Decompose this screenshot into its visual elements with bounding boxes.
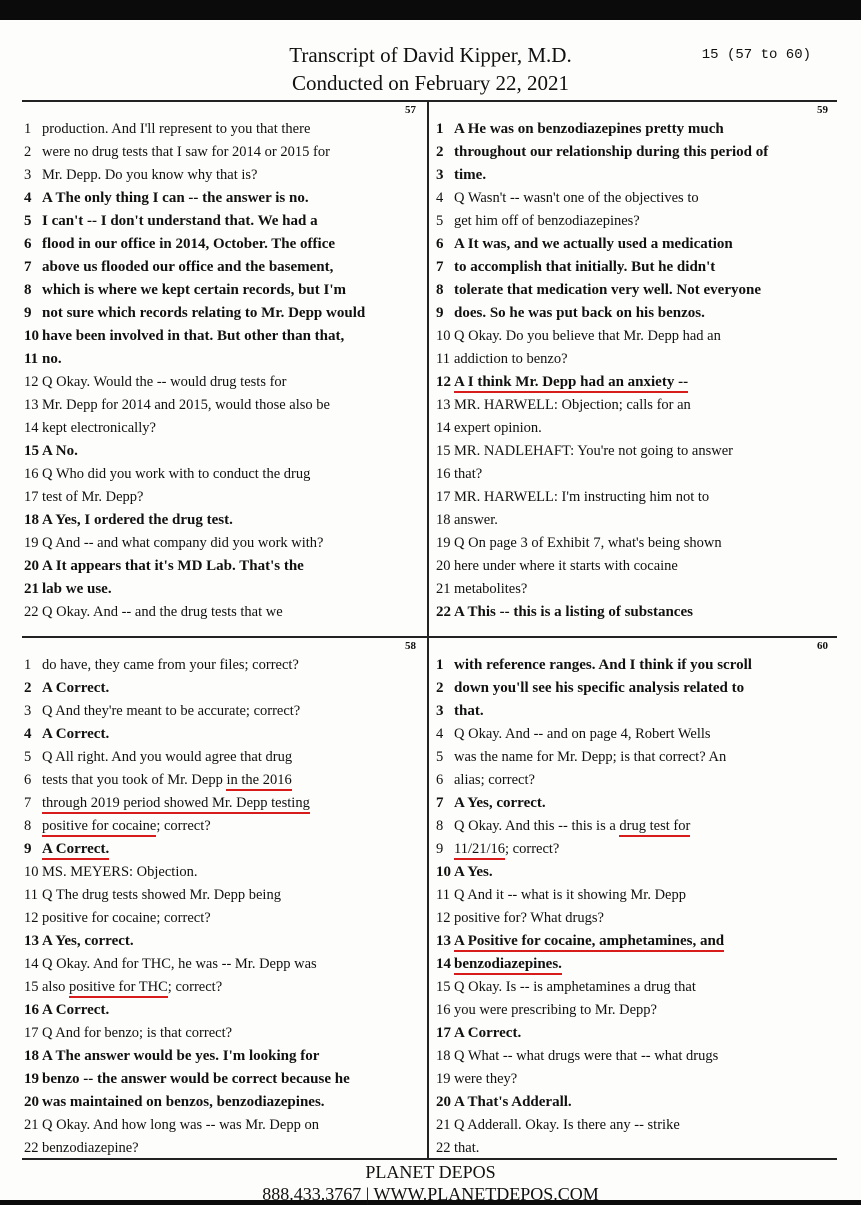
transcript-line [24,302,365,325]
line-number: 16 [24,1002,39,1018]
line-number: 7 [24,259,32,275]
line-number: 1 [436,121,444,137]
line-number: 16 [436,466,451,482]
transcript-line [436,1068,752,1091]
line-text: benzodiazepine? [42,1140,139,1156]
line-text: 11/21/16; correct? [454,841,559,860]
line-text: positive for cocaine; correct? [42,910,211,926]
transcript-line [24,394,365,417]
line-text: Q Okay. Do you believe that Mr. Depp had an [454,328,721,344]
line-text: Q Okay. And -- and on page 4, Robert Wells [454,726,711,742]
line-text: MR. NADLEHAFT: You're not going to answer [454,443,733,459]
line-text: A Correct. [42,680,110,696]
transcript-line [436,861,752,884]
transcript-lines [436,118,768,624]
line-number: 17 [436,1025,451,1041]
line-text: Q Okay. And -- and the drug tests that we [42,604,283,620]
line-text: A The answer would be yes. I'm looking for [42,1048,320,1064]
line-number: 2 [24,144,32,160]
line-text: do have, they came from your files; correct? [42,657,299,673]
line-number: 12 [24,374,39,390]
line-number: 4 [436,190,444,206]
transcript-line [24,463,365,486]
transcript-line [436,1045,752,1068]
line-text: Q Wasn't -- wasn't one of the objectives to [454,190,699,206]
line-number: 2 [436,680,444,696]
transcript-line [436,1091,752,1114]
line-number: 13 [24,397,39,413]
page-number: 59 [817,104,828,116]
line-text: test of Mr. Depp? [42,489,144,505]
line-text: A Correct. [454,1025,522,1041]
line-number: 18 [24,512,39,528]
transcript-line [24,233,365,256]
transcript-line [436,509,768,532]
line-number: 3 [24,167,32,183]
page-number: 58 [405,640,416,652]
transcript-line [436,371,768,394]
page-number: 60 [817,640,828,652]
line-number: 13 [436,397,451,413]
page-range: 15 (57 to 60) [701,47,811,63]
line-number: 5 [436,749,444,765]
line-number: 4 [24,190,32,206]
line-text: Q And -- and what company did you work with? [42,535,324,551]
transcript-line [24,654,350,677]
transcript-grid [22,100,837,1160]
line-number: 3 [436,167,444,183]
transcript-line [436,555,768,578]
line-text: here under where it starts with cocaine [454,558,678,574]
line-text: were they? [454,1071,518,1087]
transcript-line [24,999,350,1022]
line-text: does. So he was put back on his benzos. [454,305,705,321]
line-number: 14 [436,956,451,972]
transcript-line [436,348,768,371]
transcript-line [24,509,365,532]
line-text: Q And for benzo; is that correct? [42,1025,233,1041]
line-text [454,374,688,393]
transcript-line [436,302,768,325]
highlight-underline: through 2019 period showed Mr. Depp testing [42,795,310,814]
line-text: down you'll see his specific analysis related to [454,680,745,696]
transcript-line [436,953,752,976]
line-text: throughout our relationship during this period of [454,144,769,160]
transcript-line [436,792,752,815]
transcript-line [436,578,768,601]
transcript-line [436,907,752,930]
line-text: that? [454,466,483,482]
line-number: 3 [24,703,32,719]
transcript-line [24,279,365,302]
line-text: MR. HARWELL: I'm instructing him not to [454,489,710,505]
transcript-line [436,210,768,233]
line-text: positive for cocaine; correct? [42,818,211,837]
line-number: 6 [24,236,32,252]
line-number: 5 [436,213,444,229]
line-text: positive for? What drugs? [454,910,604,926]
transcript-line [436,394,768,417]
line-text: with reference ranges. And I think if you scroll [454,657,752,673]
line-number: 14 [24,420,39,436]
line-text [42,795,310,814]
transcript-line [24,371,365,394]
line-number: 11 [436,351,450,367]
line-number: 8 [436,818,444,834]
transcript-line [436,601,768,624]
line-number: 20 [24,558,39,574]
line-text: time. [454,167,487,183]
line-number: 19 [436,535,451,551]
transcript-line [24,976,350,999]
line-text: also positive for THC; correct? [42,979,222,998]
line-number: 1 [24,657,32,673]
transcript-line [24,532,365,555]
line-text: Q Okay. Is -- is amphetamines a drug that [454,979,696,995]
line-text: above us flooded our office and the basement, [42,259,334,275]
transcript-line [436,815,752,838]
transcript-line [24,884,350,907]
highlight-underline: A Correct. [42,841,109,860]
transcript-line [436,654,752,677]
highlight-underline: A I think Mr. Depp had an anxiety -- [454,374,688,393]
line-text [454,956,562,975]
line-number: 11 [24,887,38,903]
line-text: no. [42,351,62,367]
highlight-underline: A Positive for cocaine, amphetamines, and [454,933,724,952]
transcript-line [436,1114,752,1137]
transcript-line [24,141,365,164]
line-text: Q Okay. And this -- this is a drug test for [454,818,690,837]
line-number: 15 [436,443,451,459]
transcript-line [436,884,752,907]
line-number: 19 [436,1071,451,1087]
line-number: 10 [24,864,39,880]
transcript-line [24,838,350,861]
transcript-line [24,210,365,233]
line-number: 20 [436,1094,451,1110]
line-number: 7 [24,795,32,811]
transcript-line [436,700,752,723]
line-text: A Yes, correct. [454,795,546,811]
transcript-line [436,417,768,440]
line-number: 4 [436,726,444,742]
line-text: A That's Adderall. [454,1094,572,1110]
line-number: 5 [24,213,32,229]
transcript-line [24,187,365,210]
row-divider [22,636,837,638]
transcript-line [436,723,752,746]
transcript-line [24,1091,350,1114]
transcript-line [24,256,365,279]
line-number: 21 [436,581,451,597]
transcript-line [436,279,768,302]
line-text: A He was on benzodiazepines pretty much [454,121,724,137]
line-number: 17 [24,1025,39,1041]
transcript-line [436,164,768,187]
line-text: addiction to benzo? [454,351,568,367]
line-text: MR. HARWELL: Objection; calls for an [454,397,691,413]
line-number: 9 [436,305,444,321]
line-number: 15 [24,979,39,995]
transcript-line [436,486,768,509]
line-number: 8 [436,282,444,298]
line-text: were no drug tests that I saw for 2014 or 2015 for [42,144,330,160]
highlight-underline: in the 2016 [226,772,291,791]
line-text: Q Who did you work with to conduct the drug [42,466,311,482]
line-text: A It appears that it's MD Lab. That's the [42,558,304,574]
line-number: 19 [24,535,39,551]
transcript-line [24,440,365,463]
line-text: expert opinion. [454,420,542,436]
highlight-underline: 11/21/16 [454,841,505,860]
line-text: A It was, and we actually used a medication [454,236,733,252]
transcript-line [436,838,752,861]
line-number: 22 [436,1140,451,1156]
line-number: 18 [24,1048,39,1064]
transcript-line [24,1045,350,1068]
line-text: MS. MEYERS: Objection. [42,864,198,880]
line-text: Q Okay. And how long was -- was Mr. Depp on [42,1117,319,1133]
transcript-line [24,348,365,371]
line-text: A Correct. [42,726,110,742]
line-text: that. [454,1140,480,1156]
transcript-line [24,792,350,815]
transcript-line [24,118,365,141]
transcript-lines [436,654,752,1160]
line-text: benzo -- the answer would be correct because he [42,1071,350,1087]
line-text: A No. [42,443,78,459]
line-number: 15 [436,979,451,995]
footer-contact: 888.433.3767 | WWW.PLANETDEPOS.COM [262,1184,599,1204]
transcript-lines [24,654,350,1160]
line-number: 2 [24,680,32,696]
transcript-line [24,769,350,792]
line-number: 17 [24,489,39,505]
line-text: Q What -- what drugs were that -- what drugs [454,1048,719,1064]
line-text: Q All right. And you would agree that drug [42,749,293,765]
transcript-line [436,256,768,279]
transcript-line [436,677,752,700]
transcript-line [24,555,365,578]
line-number: 9 [436,841,444,857]
transcript-line [24,164,365,187]
line-text: lab we use. [42,581,112,597]
line-text: Q And they're meant to be accurate; correct? [42,703,301,719]
transcript-page [0,20,861,1204]
line-number: 16 [24,466,39,482]
transcript-line [436,976,752,999]
line-text: Q Okay. Would the -- would drug tests for [42,374,287,390]
transcript-line [436,999,752,1022]
line-number: 22 [24,1140,39,1156]
line-text: A Yes, I ordered the drug test. [42,512,233,528]
line-text: A The only thing I can -- the answer is no. [42,190,309,206]
line-text: was maintained on benzos, benzodiazepines. [42,1094,325,1110]
line-text: not sure which records relating to Mr. Depp would [42,305,366,321]
transcript-title: Transcript of David Kipper, M.D. [289,43,572,67]
line-number: 12 [436,374,451,390]
line-text: Q Okay. And for THC, he was -- Mr. Depp was [42,956,317,972]
transcript-line [24,1068,350,1091]
transcript-line [436,463,768,486]
line-text: kept electronically? [42,420,156,436]
transcript-line [24,578,365,601]
transcript-line [436,187,768,210]
line-text: Q On page 3 of Exhibit 7, what's being shown [454,535,722,551]
line-number: 20 [436,558,451,574]
transcript-line [24,677,350,700]
transcript-line [24,1114,350,1137]
line-number: 14 [436,420,451,436]
line-text: you were prescribing to Mr. Depp? [454,1002,657,1018]
line-text: was the name for Mr. Depp; is that correct? An [454,749,727,765]
column-divider [427,102,429,1158]
line-number: 19 [24,1071,39,1087]
line-text: get him off of benzodiazepines? [454,213,640,229]
line-number: 15 [24,443,39,459]
line-text: metabolites? [454,581,528,597]
line-text [454,933,724,952]
line-number: 12 [436,910,451,926]
transcript-line [436,930,752,953]
transcript-line [24,1137,350,1160]
line-text: Q And it -- what is it showing Mr. Depp [454,887,686,903]
transcript-line [24,815,350,838]
line-text: flood in our office in 2014, October. The office [42,236,336,252]
transcript-line [436,233,768,256]
line-number: 9 [24,305,32,321]
transcript-line [24,953,350,976]
line-text: tolerate that medication very well. Not everyone [454,282,761,298]
line-text [42,841,109,860]
transcript-lines [24,118,365,624]
line-text: I can't -- I don't understand that. We had a [42,213,318,229]
transcript-line [24,417,365,440]
line-number: 16 [436,1002,451,1018]
line-number: 13 [24,933,39,949]
line-number: 10 [436,328,451,344]
line-text: Mr. Depp for 2014 and 2015, would those also be [42,397,330,413]
line-number: 7 [436,259,444,275]
transcript-line [24,930,350,953]
line-number: 17 [436,489,451,505]
transcript-line [24,746,350,769]
transcript-line [436,1137,752,1160]
highlight-underline: drug test for [619,818,690,837]
transcript-line [436,141,768,164]
line-number: 21 [24,1117,39,1133]
transcript-line [24,325,365,348]
transcript-line [24,601,365,624]
line-number: 22 [24,604,39,620]
line-number: 3 [436,703,444,719]
line-number: 20 [24,1094,39,1110]
line-text: A Yes, correct. [42,933,134,949]
transcript-line [24,861,350,884]
line-number: 6 [24,772,32,788]
line-text: Mr. Depp. Do you know why that is? [42,167,258,183]
transcript-line [436,118,768,141]
line-text: which is where we kept certain records, but I'm [42,282,346,298]
line-number: 12 [24,910,39,926]
line-number: 18 [436,1048,451,1064]
line-number: 22 [436,604,451,620]
transcript-line [436,325,768,348]
transcript-line [24,1022,350,1045]
line-number: 18 [436,512,451,528]
line-text: answer. [454,512,498,528]
footer-company: PLANET DEPOS [365,1162,496,1182]
line-number: 8 [24,282,32,298]
line-text: A Yes. [454,864,493,880]
transcript-line [24,486,365,509]
transcript-line [436,1022,752,1045]
transcript-line [24,723,350,746]
line-text: Q The drug tests showed Mr. Depp being [42,887,281,903]
transcript-line [436,746,752,769]
line-number: 2 [436,144,444,160]
transcript-line [436,440,768,463]
line-text: production. And I'll represent to you that there [42,121,311,137]
line-number: 6 [436,772,444,788]
transcript-line [24,907,350,930]
line-number: 7 [436,795,444,811]
transcript-line [24,700,350,723]
line-text: alias; correct? [454,772,535,788]
line-number: 14 [24,956,39,972]
line-number: 13 [436,933,451,949]
line-text: Q Adderall. Okay. Is there any -- strike [454,1117,680,1133]
line-text: tests that you took of Mr. Depp in the 2016 [42,772,292,791]
line-number: 11 [24,351,39,367]
line-number: 10 [436,864,451,880]
line-number: 10 [24,328,39,344]
line-number: 21 [436,1117,451,1133]
line-number: 5 [24,749,32,765]
line-number: 21 [24,581,39,597]
line-number: 1 [24,121,32,137]
line-number: 4 [24,726,32,742]
line-number: 1 [436,657,444,673]
line-text: A This -- this is a listing of substances [454,604,693,620]
line-number: 9 [24,841,32,857]
line-number: 8 [24,818,32,834]
line-text: A Correct. [42,1002,110,1018]
page-number: 57 [405,104,416,116]
line-number: 6 [436,236,444,252]
highlight-underline: positive for THC [69,979,168,998]
transcript-line [436,532,768,555]
line-text: have been involved in that. But other than that, [42,328,345,344]
transcript-date: Conducted on February 22, 2021 [291,71,570,95]
highlight-underline: positive for cocaine [42,818,156,837]
transcript-line [436,769,752,792]
highlight-underline: benzodiazepines. [454,956,562,975]
line-text: that. [454,703,484,719]
line-text: to accomplish that initially. But he didn't [454,259,716,275]
line-number: 11 [436,887,450,903]
